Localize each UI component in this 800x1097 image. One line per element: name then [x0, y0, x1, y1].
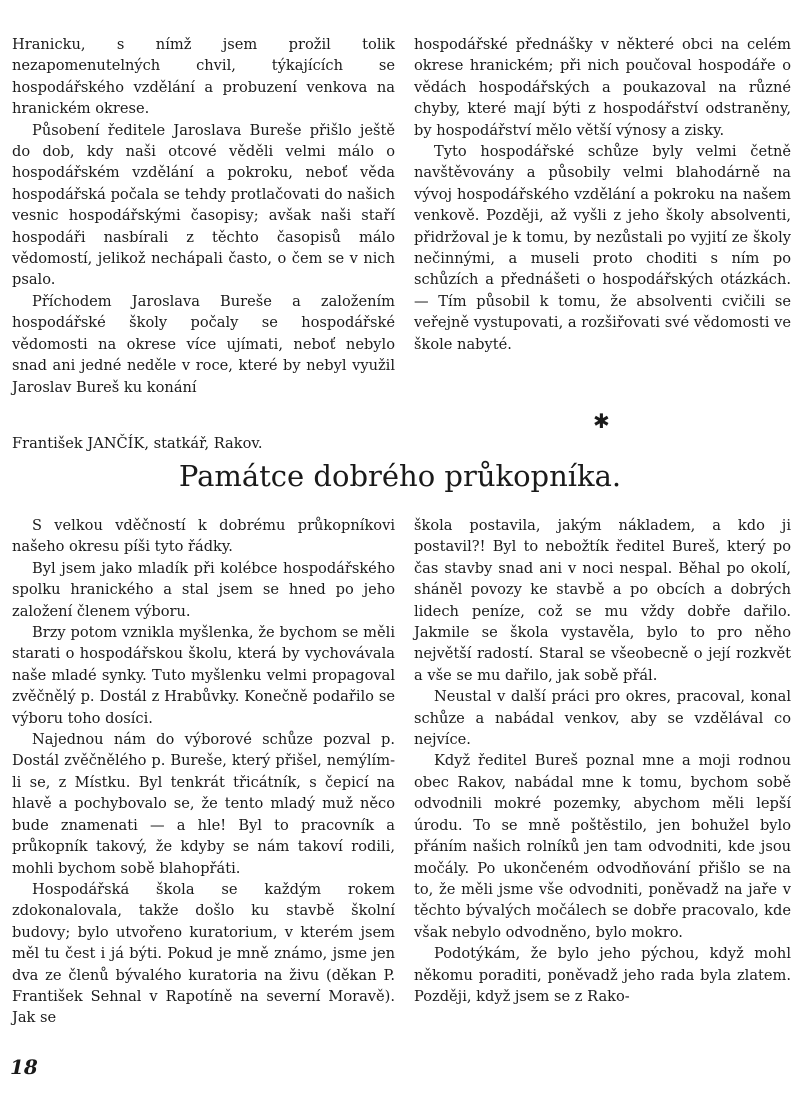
- article-byline: František JANČÍK, statkář, Rakov.: [12, 435, 263, 452]
- paragraph: Když ředitel Bureš poznal mne a moji rodnou obec Rakov, nabádal mne k tomu, bychom sobě odvodnili mokré pozemky, abychom měli lepší úrodu. To se mně poštěstilo, jen bohužel bylo přáním našich rolníků jen tam odvodniti, kde jsou močály. Po ukončeném odvodňování přišlo se na to, že měli jsme vše odvodniti, poněvadž na jaře v těchto bývalých močálech se dobře pracovalo, kde však nebylo odvodněno, bylo mokro.: [414, 752, 791, 941]
- page-number: 18: [10, 1055, 38, 1079]
- top-right-column: [414, 34, 791, 355]
- paragraph: Byl jsem jako mladík při kolébce hospodářského spolku hranického a stal jsem se hned po jeho založení členem výboru.: [12, 559, 395, 620]
- paragraph: Příchodem Jaroslava Bureše a založením hospodářské školy počaly se hospodářské vědomosti na okrese více ujímati, neboť nebylo snad ani jedné neděle v roce, které by nebyl využil Jaroslav Bureš ku konání: [12, 292, 395, 396]
- paragraph: Neustal v další práci pro okres, pracoval, konal schůze a nabádal venkov, aby se vzdělával co nejvíce.: [414, 688, 791, 749]
- paragraph: Tyto hospodářské schůze byly velmi četně navštěvovány a působily velmi blahodárně na vývoj hospodářského vzdělání a pokroku na našem venkově. Později, až vyšli z jeho školy absolventi, přidržoval je k tomu, by nezůstali po vyjití ze školy nečinnými, a museli proto choditi s ním po schůzích a přednášeti o hospodářských otázkách. — Tím působil k tomu, že absolventi cvičili se veřejně vystupovati, a rozšiřovati své vědomosti ve škole nabyté.: [414, 143, 791, 353]
- paragraph: škola postavila, jakým nákladem, a kdo ji postavil?! Byl to nebožtík ředitel Bureš, který po čas stavby snad ani v noci nespal. Běhal po okolí, sháněl povozy ke stavbě a po obcích a dobrých lidech peníze, což se mu vždy dobře dařilo. Jakmile se škola vystavěla, bylo to pro něho největší radostí. Staral se všeobecně o její rozkvět a vše se mu dařilo, jak sobě přál.: [414, 517, 791, 684]
- paragraph: Hranicku, s nímž jsem prožil tolik nezapomenutelných chvil, týkajících se hospodářského vzdělání a probuzení venkova na hranickém okrese.: [12, 36, 395, 118]
- top-left-column: [12, 34, 395, 398]
- paragraph: hospodářské přednášky v některé obci na celém okrese hranickém; při nich poučoval hospodáře o vědách hospodářských a poukazoval na různé chyby, které mají býti z hospodářství odstraněny, by hospodářství mělo větší výnosy a zisky.: [414, 36, 791, 139]
- bottom-right-column: [414, 515, 791, 1007]
- paragraph: Brzy potom vznikla myšlenka, že bychom se měli starati o hospodářskou školu, která by vychovávala naše mladé synky. Tuto myšlenku velmi propagoval zvěčnělý p. Dostál z Hrabůvky. Konečně podařilo se výboru toho dosíci.: [12, 624, 395, 727]
- paragraph: Najednou nám do výborové schůze pozval p. Dostál zvěčnělého p. Bureše, který přišel, nemýlím-li se, z Místku. Byl tenkrát třicátník, s čepicí na hlavě a pochybovalo se, že tento mladý muž něco bude znamenati — a hle! Byl to pracovník a průkopník takový, že kdyby se nám takoví rodili, mohli bychom sobě blahopřáti.: [12, 731, 395, 877]
- paragraph: Působení ředitele Jaroslava Bureše přišlo ještě do dob, kdy naši otcové věděli velmi málo o hospodářském vzdělání a pokroku, neboť věda hospodářská počala se tehdy protlačovati do našich vesnic hospodářskými časopisy; avšak naši staří hospodáři nasbírali z těchto časopisů málo vědomostí, jelikož nechápali často, o čem se v nich psalo.: [12, 121, 395, 289]
- paragraph: Podotýkám, že bylo jeho pýchou, když mohl někomu poraditi, poněvadž jeho rada byla zlatem. Později, když jsem se z Rako-: [414, 945, 791, 1005]
- bottom-left-column: [12, 515, 395, 1029]
- section-separator: ✱: [593, 409, 610, 433]
- paragraph: S velkou vděčností k dobrému průkopníkovi našeho okresu píši tyto řádky.: [12, 517, 395, 556]
- paragraph: Hospodářská škola se každým rokem zdokonalovala, takže došlo ku stavbě školní budovy; bylo utvořeno kuratorium, v kterém jsem měl tu čest i já býti. Pokud je mně známo, jsme jen dva ze členů bývalého kuratoria na živu (děkan P. František Sehnal v Rapotíně na severní Moravě). Jak se: [12, 880, 395, 1027]
- article-title: Památce dobrého průkopníka.: [178, 459, 622, 493]
